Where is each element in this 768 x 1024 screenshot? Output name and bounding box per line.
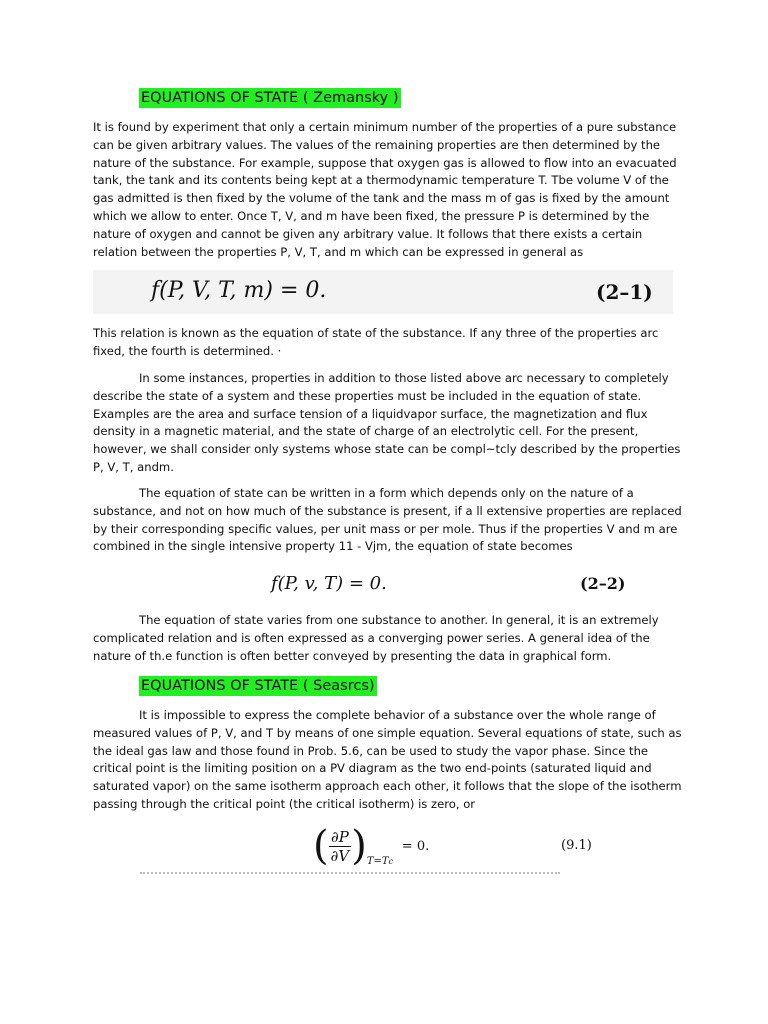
paragraph xyxy=(93,119,678,261)
text-line: can be given arbitrary values. The values of the remaining properties are then determined by the xyxy=(93,137,661,152)
equation-number: (2–1) xyxy=(596,280,653,304)
left-paren: ( xyxy=(313,823,329,869)
text-line: In some instances, properties in addition to those listed above arc necessary to completely xyxy=(139,371,669,385)
equation-rhs: = 0. xyxy=(401,838,430,854)
paragraph xyxy=(93,707,682,814)
derivative-fraction xyxy=(329,828,352,865)
text-line: It is found by experiment that only a certain minimum number of the properties of a pure substance xyxy=(93,120,677,134)
text-line: the ideal gas law and those found in Prob. 5.6, can be used to study the vapor phase. Since the xyxy=(93,743,649,758)
text-line: Examples are the area and surface tension of a liquidvapor surface, the magnetization and flux xyxy=(93,406,648,421)
paragraph xyxy=(93,370,681,477)
text-line: gas admitted is then fixed by the volume of the tank and the mass m of gas is fixed by the amount xyxy=(93,191,670,206)
text-line: P, V, T, andm. xyxy=(93,459,174,474)
text-line: which we allow to enter. Once T, V, and m have been fixed, the pressure P is determined by the xyxy=(93,208,650,223)
text-line: describe the state of a system and these properties must be included in the equation of state. xyxy=(93,388,642,403)
section-heading-zemansky: EQUATIONS OF STATE ( Zemansky ) xyxy=(141,90,399,106)
text-line: density in a magnetic material, and the state of charge of an electrolytic cell. For the present, xyxy=(93,424,639,439)
paragraph xyxy=(93,612,678,665)
text-line: critical point is the limiting position on a PV diagram as the two end-points (saturated liquid and xyxy=(93,761,652,776)
text-line: by their corresponding specific values, per unit mass or per mole. Thus if the properties V and m are xyxy=(93,521,678,536)
text-line: nature of th.e function is often better conveyed by presenting the data in graphical form. xyxy=(93,648,612,663)
section-heading-seasrcs: EQUATIONS OF STATE ( Seasrcs) xyxy=(141,678,375,694)
equation-expression: f(P, v, T) = 0. xyxy=(271,573,387,594)
right-paren: ) xyxy=(351,823,367,869)
text-line: saturated vapor) on the same isotherm approach each other, it follows that the slope of the isotherm xyxy=(93,779,682,794)
text-line: The equation of state varies from one substance to another. In general, it is an extremely xyxy=(139,613,659,627)
equation-expression: f(P, V, T, m) = 0. xyxy=(151,278,327,303)
text-line: passing through the critical point (the critical isotherm) is zero, or xyxy=(93,796,476,811)
paragraph xyxy=(93,325,678,361)
fraction-denominator: ∂V xyxy=(330,846,350,865)
text-line: The equation of state can be written in a form which depends only on the nature of a xyxy=(139,486,634,500)
text-line: substance, and not on how much of the substance is present, if a ll extensive properties are replaced xyxy=(93,503,682,518)
cropped-text-remnant xyxy=(140,872,560,878)
text-line: however, we shall consider only systems whose state can be compl~tcly described by the properties xyxy=(93,442,681,457)
partial-derivative-expression xyxy=(313,823,430,869)
text-line: tank, the tank and its contents being kept at a thermodynamic temperature T. Tbe volume V of the xyxy=(93,173,669,188)
text-line: nature of oxygen and cannot be given any arbitrary value. It follows that there exists a certain xyxy=(93,226,643,241)
equation-number: (9.1) xyxy=(561,838,592,853)
derivative-subscript: T=Tc xyxy=(366,856,394,867)
text-line: It is impossible to express the complete behavior of a substance over the whole range of xyxy=(139,708,656,722)
text-line: relation between the properties P, V, T, and m which can be expressed in general as xyxy=(93,244,584,259)
text-line: combined in the single intensive property 11 - Vjm, the equation of state becomes xyxy=(93,539,573,554)
equation-9-1 xyxy=(93,823,678,870)
text-line: This relation is known as the equation of state of the substance. If any three of the properties arc xyxy=(93,326,659,340)
text-line: fixed, the fourth is determined. · xyxy=(93,343,282,358)
equation-2-2 xyxy=(93,568,678,602)
paragraph xyxy=(93,485,682,556)
text-line: nature of the substance. For example, suppose that oxygen gas is allowed to flow into an evacuated xyxy=(93,155,677,170)
equation-number: (2–2) xyxy=(580,574,626,593)
equation-2-1 xyxy=(93,270,673,314)
text-line: complicated relation and is often expressed as a converging power series. A general idea of the xyxy=(93,630,650,645)
fraction-numerator: ∂P xyxy=(329,828,352,847)
text-line: measured values of P, V, and T by means of one simple equation. Several equations of state, such as xyxy=(93,725,682,740)
